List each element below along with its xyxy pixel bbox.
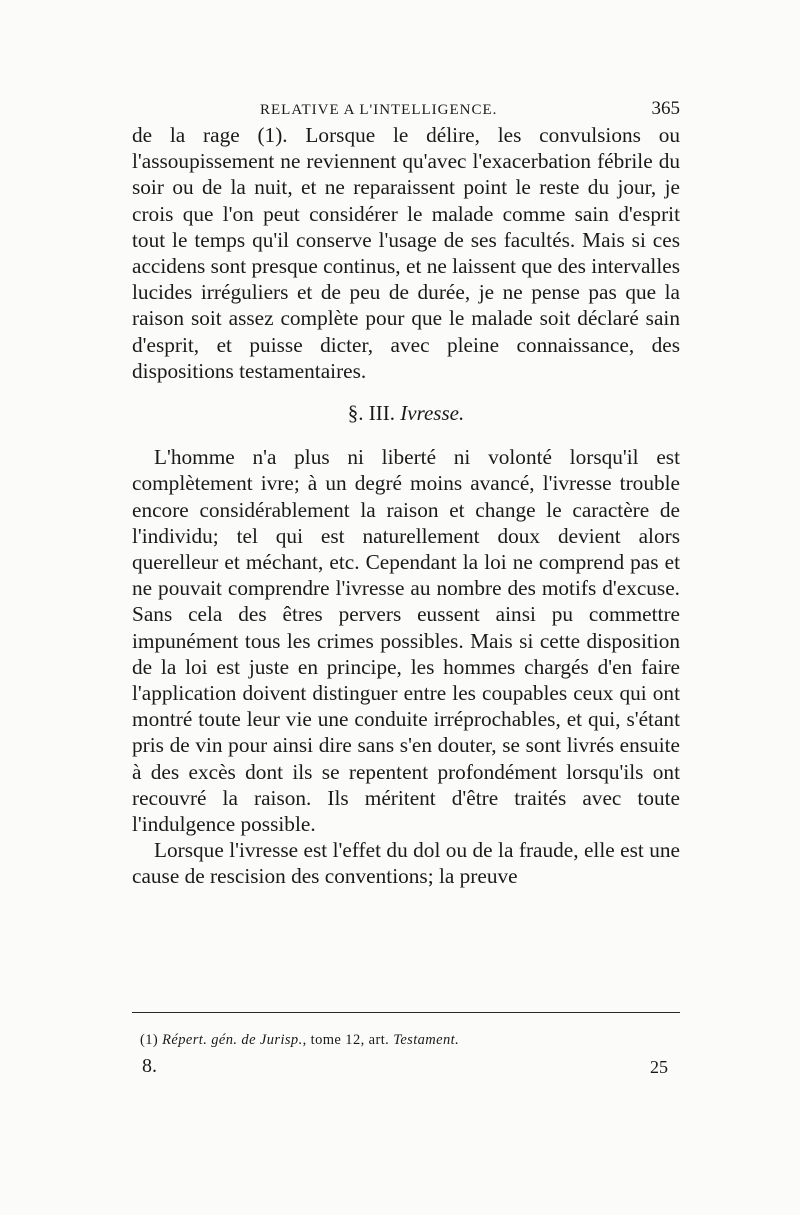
running-head xyxy=(132,98,680,122)
footnote-source: Répert. gén. de Jurisp. xyxy=(162,1032,303,1048)
footnote-rule xyxy=(132,1012,680,1013)
sheet-number: 25 xyxy=(650,1057,668,1077)
footnote xyxy=(140,1032,680,1049)
section-title: Ivresse. xyxy=(400,401,465,426)
paragraph-dol-fraude: Lorsque l'ivresse est l'effet du dol ou de la fraude, elle est une cause de rescision des conventions; la preuve xyxy=(132,838,680,889)
body-text xyxy=(132,122,680,890)
page-number: 365 xyxy=(651,98,680,119)
section-heading xyxy=(132,400,680,426)
footnote-marker: (1) xyxy=(140,1032,159,1048)
running-title: RELATIVE A L'INTELLIGENCE. xyxy=(260,102,498,118)
footnote-volume: , tome 12, art. xyxy=(302,1032,390,1048)
section-number: §. III. xyxy=(347,401,396,426)
footnote-article: Testament. xyxy=(393,1032,460,1048)
signature-mark: 8. xyxy=(142,1055,157,1077)
paragraph-ivresse: L'homme n'a plus ni liberté ni volonté lorsqu'il est complètement ivre; à un degré moins avancé, l'ivresse trouble encore considérablement la raison et change le caractère de l'individu; tel qui est naturellement doux devient alors querelleur et méchant, etc. Cependant la loi ne comprend pas et ne pouvait comprendre l'ivresse au nombre des motifs d'excuse. Sans cela des êtres pervers eussent ainsi pu commettre impunément tous les crimes possibles. Mais si cette disposition de la loi est juste en principe, les hommes chargés d'en faire l'application doivent distinguer entre les coupables ceux qui ont montré toute leur vie une conduite irréprochables, et qui, s'étant pris de vin pour ainsi dire sans s'en douter, se sont livrés ensuite à des excès dont ils se repentent profondément lorsqu'ils ont recouvré la raison. Ils méritent d'être traités avec toute l'indulgence possible. xyxy=(132,445,680,837)
paragraph-continuation: de la rage (1). Lorsque le délire, les convulsions ou l'assoupissement ne reviennent qu'avec l'exacerbation fébrile du soir ou de la nuit, et ne reparaissent point le reste du jour, je crois que l'on peut considérer le malade comme sain d'esprit tout le temps qu'il conserve l'usage de ses facultés. Mais si ces accidens sont presque continus, et ne laissent que des intervalles lucides irréguliers et de peu de durée, je ne pense pas que la raison soit assez complète pour que le malade soit déclaré sain d'esprit, et puisse dicter, avec pleine connaissance, des dispositions testamentaires. xyxy=(132,123,680,383)
